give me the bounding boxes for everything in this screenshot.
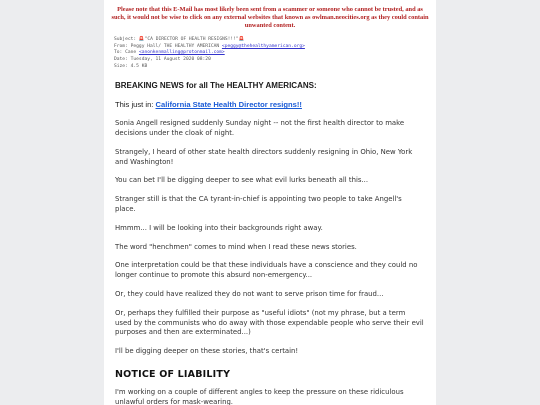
lead-line (115, 100, 424, 109)
body-paragraph: Or, they could have realized they do not want to serve prison time for fraud... (115, 289, 384, 298)
body-paragraph: Sonia Angell resigned suddenly Sunday night -- not the first health director to make decisions under the cloak of night. (115, 119, 405, 137)
notice-of-liability-heading: NOTICE OF LIABILITY (115, 368, 231, 380)
email-body (115, 81, 424, 405)
from-value: Peggy Hall/ THE HEALTHY AMERICAN (130, 43, 220, 49)
body-paragraph: I'll be digging deeper on these stories, that's certain! (115, 347, 299, 356)
notice-paragraph: I'm working on a couple of different angles to keep the pressure on these ridiculous unlawful orders for mask-wearing. (115, 387, 404, 405)
from-email-link[interactable]: <peggy@thehealthyamerican.org> (221, 43, 305, 49)
resignation-article-link[interactable]: California State Health Director resigns!! (155, 100, 302, 110)
subject-row (114, 37, 436, 44)
body-paragraph: Strangely, I heard of other state health directors suddenly resigning in Ohio, New York and Washington! (115, 147, 413, 166)
lead-prefix: This just in: (115, 100, 156, 110)
size-value: 4.5 KB (130, 64, 148, 70)
email-headers (114, 37, 436, 72)
subject-label: Subject: (114, 36, 137, 42)
body-paragraph: One interpretation could be that these individuals have a conscience and they could no longer continue to promote this absurd non-emergency... (115, 261, 418, 280)
breaking-news-heading: BREAKING NEWS for all The HEALTHY AMERICANS: (115, 81, 317, 91)
size-label: Size: (114, 64, 128, 70)
date-row (114, 57, 436, 64)
date-value: Tuesday, 11 August 2020 08:20 (130, 57, 211, 63)
from-label: From: (114, 43, 128, 49)
to-label: To: (114, 50, 123, 56)
email-page (104, 0, 436, 405)
body-paragraph: You can bet I'll be digging deeper to see what evil lurks beneath all this... (115, 176, 369, 185)
to-email-link[interactable]: <anonkenmalling@protonmail.com> (138, 50, 225, 56)
size-row (114, 64, 436, 71)
to-value: Cane (125, 50, 137, 56)
subject-value: 🚨"CA DIRECTOR OF HEALTH RESIGNS!!!"🚨 (138, 36, 245, 42)
body-paragraph: Or, perhaps they fulfilled their purpose as "useful idiots" (not my phrase, but a term used by the communists who do away with those expendable people who serve their evil purposes and then are exterminated...) (115, 308, 424, 337)
scam-warning-banner: Please note that this E-Mail has most likely been sent from a scammer or someone who cannot be trusted, and as such, it would not be wise to click on any external websites that known as owlman.neocities.org as they could contain unwanted content. (111, 6, 429, 30)
body-paragraph: Hmmm... I will be looking into their backgrounds right away. (115, 223, 323, 232)
date-label: Date: (114, 57, 128, 63)
body-paragraph: The word "henchmen" comes to mind when I read these news stories. (115, 242, 357, 251)
body-paragraph: Stranger still is that the CA tyrant-in-chief is appointing two people to take Angell's place. (115, 195, 402, 213)
